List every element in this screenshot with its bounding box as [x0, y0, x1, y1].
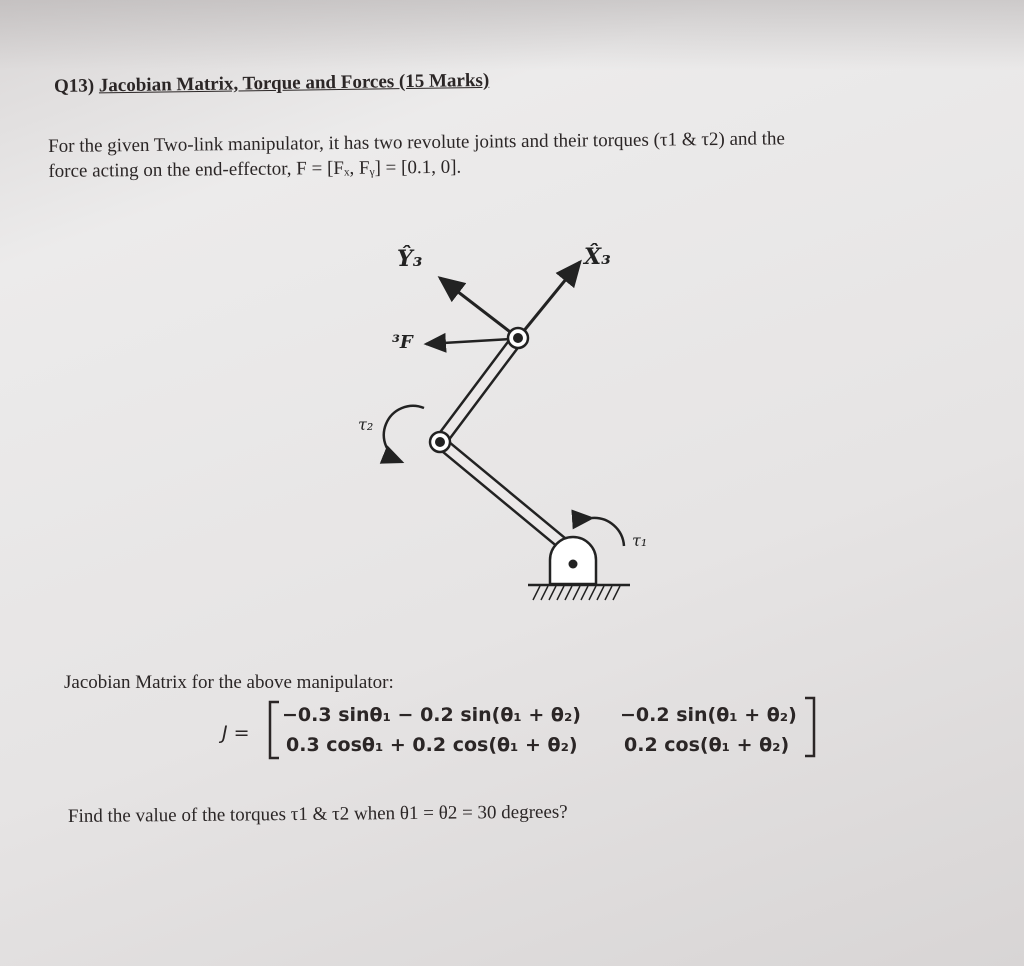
tau1-arc-arrow [592, 518, 624, 546]
question-title: Jacobian Matrix, Torque and Forces (15 Marks) [98, 69, 490, 97]
y3-axis-arrow [440, 278, 518, 338]
question-heading [54, 70, 490, 98]
force-arrow [426, 339, 512, 344]
intro-line-2: force acting on the end-effector, F = [Fₓ, Fᵧ] = [0.1, 0]. [48, 156, 462, 182]
matrix-cell-2-1: 0.3 cosθ₁ + 0.2 cos(θ₁ + θ₂) [286, 734, 578, 756]
matrix-cell-1-1: −0.3 sinθ₁ − 0.2 sin(θ₁ + θ₂) [282, 704, 581, 726]
link-2 [440, 338, 518, 442]
force-label: ³F [392, 332, 413, 353]
end-effector-joint [508, 328, 528, 348]
y3-axis-label: Ŷ₃ [397, 246, 423, 272]
jacobian-label: Jacobian Matrix for the above manipulator: [64, 672, 394, 693]
x3-axis-arrow [518, 262, 580, 338]
right-bracket [802, 696, 818, 758]
elbow-joint [430, 432, 450, 452]
matrix-cell-2-2: 0.2 cos(θ₁ + θ₂) [624, 734, 790, 756]
tau2-label: τ₂ [358, 415, 374, 434]
question-number: Q13) [53, 75, 95, 97]
left-bracket [266, 700, 282, 760]
link-1 [440, 442, 568, 548]
x3-axis-label: X̂₃ [584, 244, 611, 270]
tau2-arc-arrow [384, 406, 424, 462]
tau1-label: τ₁ [632, 531, 648, 550]
jacobian-symbol: J = [222, 722, 250, 744]
question-prompt: Find the value of the torques τ1 & τ2 when θ1 = θ2 = 30 degrees? [67, 801, 568, 827]
paper-shadow [0, 0, 1024, 70]
two-link-manipulator-diagram [300, 230, 680, 620]
intro-line-1: For the given Two-link manipulator, it has two revolute joints and their torques (τ1 & τ2) and the [48, 128, 786, 157]
matrix-cell-1-2: −0.2 sin(θ₁ + θ₂) [620, 704, 797, 726]
base-support [528, 537, 630, 600]
question-intro [48, 125, 928, 184]
